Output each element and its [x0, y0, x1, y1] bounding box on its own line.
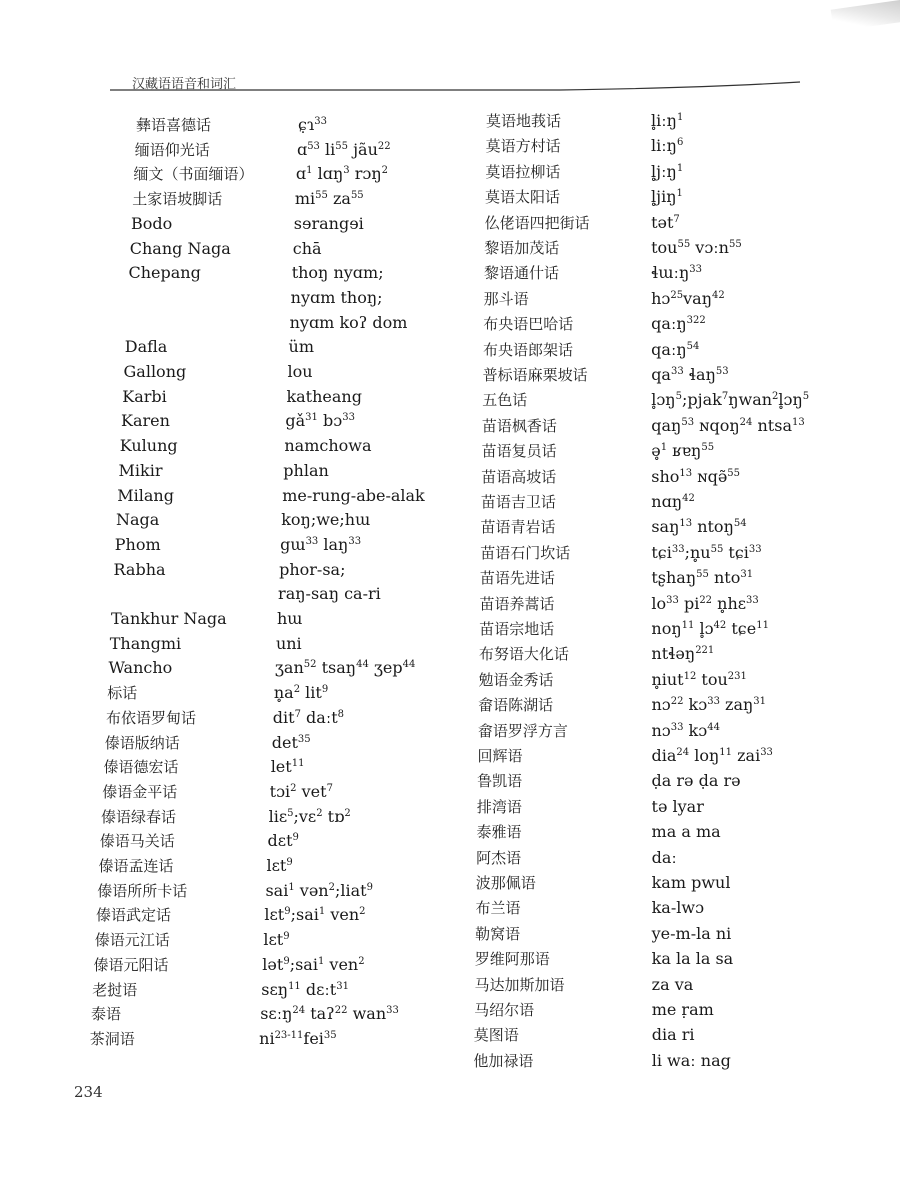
left-word-form: lət$^9$;sai$^1$ ven$^2$ [262, 954, 365, 974]
left-word-form: phlan [283, 460, 329, 480]
right-language-name: 苗语养蒿话 [479, 594, 555, 613]
left-language-name: 傣语版纳话 [104, 733, 180, 752]
left-language-name: 傣语武定话 [96, 906, 172, 925]
right-language-name: 黎语通什话 [483, 264, 559, 283]
left-word-form: sɘrangɘi [293, 213, 364, 233]
page-number: 234 [74, 1083, 103, 1101]
right-word-form: nɔ$^{33}$ kɔ$^{44}$ [651, 720, 720, 740]
right-word-form: li waː nag [651, 1050, 731, 1070]
right-language-name: 苗语青岩话 [480, 518, 556, 537]
left-language-name: Gallong [123, 362, 187, 381]
right-language-name: 莫图语 [473, 1026, 519, 1045]
left-language-name: 傣语元阳话 [93, 955, 169, 974]
running-head: 汉藏语语音和词汇 [132, 77, 237, 92]
right-language-name: 苗语枫香话 [481, 416, 557, 435]
left-word-form: uni [275, 633, 302, 653]
left-word-form: lɛt$^9$ [266, 856, 293, 875]
left-word-form: nyɑm koʔ dom [289, 312, 408, 332]
left-word-form: lɛt$^9$;sai$^1$ ven$^2$ [264, 905, 366, 925]
right-language-name: 仫佬语四把街话 [484, 213, 590, 232]
left-word-form: ɑ$^{53}$ $li^{55}$ jãu$^{22}$ [296, 139, 391, 159]
right-language-name: 苗语先进话 [479, 569, 555, 588]
right-word-form: tou$^{55}$ vɔːn$^{55}$ [651, 238, 742, 257]
left-word-form: ɑ$^1$ lɑŋ$^3$ rɔŋ$^2$ [295, 164, 389, 184]
right-language-name: 畲语陈湖话 [478, 696, 554, 715]
left-language-name: 老挝语 [92, 980, 138, 999]
left-language-name: Chang Naga [129, 238, 231, 258]
right-word-form: saŋ$^{13}$ ntoŋ$^{54}$ [651, 517, 747, 537]
left-language-name: 傣语绿春话 [101, 807, 177, 826]
left-word-form: liɛ$^5$;vɛ$^2$ tɒ$^2$ [268, 806, 351, 826]
left-word-form: katheang [286, 386, 362, 406]
left-word-form: me-rung-abe-alak [282, 485, 425, 505]
left-language-name: 傣语孟连话 [98, 857, 174, 875]
left-word-form: üm [288, 337, 315, 357]
left-language-name: 傣语所所卡话 [97, 881, 188, 900]
left-language-name: 泰语 [91, 1005, 122, 1024]
left-language-name: Phom [114, 534, 161, 554]
left-word-form: sai$^1$ vən$^2$;liat$^9$ [265, 880, 373, 900]
right-language-name: 他加禄语 [473, 1051, 534, 1070]
right-word-form: tət$^7$ [651, 212, 680, 232]
left-language-name: Milang [117, 485, 174, 505]
right-word-form: ka-lwɔ [651, 898, 705, 918]
left-word-form: sɛŋ$^{11}$ dɛːt$^{31}$ [261, 979, 349, 999]
left-language-name: Karen [121, 411, 170, 431]
right-word-form: dia ri [651, 1025, 695, 1045]
left-language-name: 茶洞语 [89, 1029, 135, 1048]
right-language-name: 泰雅语 [476, 823, 522, 842]
right-language-name: 五色话 [482, 391, 528, 410]
right-word-form: dia$^{24}$ loŋ$^{11}$ zai$^{33}$ [651, 746, 773, 765]
right-language-name: 回辉语 [477, 747, 523, 765]
right-language-name: 勉语金秀话 [478, 670, 554, 689]
right-language-name: 布兰语 [475, 899, 521, 918]
right-language-name: 畲语罗浮方言 [477, 721, 568, 740]
left-language-name: Tankhur Naga [111, 609, 227, 628]
right-language-name: 苗语石门坎话 [480, 543, 571, 562]
left-language-name: Mikir [118, 460, 163, 480]
left-word-form: lɛt$^9$ [263, 930, 290, 950]
right-word-form: ntɬəŋ$^{221}$ [651, 644, 715, 664]
right-word-form: kam pwul [651, 873, 731, 892]
right-word-form: ye-m-la ni [651, 923, 732, 943]
right-language-name: 苗语复员话 [481, 442, 557, 461]
right-language-name: 布努语大化话 [478, 645, 569, 664]
right-language-name: 马绍尔语 [474, 1001, 535, 1019]
right-language-name: 苗语吉卫话 [480, 493, 556, 511]
left-language-name: 傣语元江话 [94, 931, 170, 950]
left-language-name: Rabha [113, 559, 166, 579]
right-language-name: 莫语拉柳话 [485, 162, 561, 181]
left-word-form: $n̥a^2$ lit$^9$ [273, 683, 329, 703]
left-language-name: Kulung [119, 436, 178, 456]
right-language-name: 那斗语 [483, 289, 529, 308]
right-language-name: 阿杰语 [476, 848, 522, 867]
left-word-form: sɛːŋ$^{24}$ taʔ$^{22}$ wan$^{33}$ [260, 1004, 399, 1024]
left-language-name: 土家语坡脚话 [132, 190, 223, 209]
right-language-name: 苗语宗地话 [479, 620, 555, 638]
left-word-form: chā [292, 238, 322, 258]
left-language-name: Thangmi [109, 633, 182, 653]
left-word-form: phor-sa; [279, 559, 346, 579]
left-word-form: nyɑm thoŋ; [290, 287, 383, 307]
right-word-form: qaːŋ$^{322}$ [651, 314, 706, 334]
left-language-name: Naga [116, 510, 160, 530]
right-language-name: 黎语加茂话 [484, 239, 560, 257]
left-word-form: namchowa [284, 436, 372, 456]
right-word-form: ḍa rə ḍa rə [651, 771, 741, 791]
left-language-name: 标话 [107, 684, 138, 703]
right-language-name: 排湾语 [476, 797, 522, 816]
right-word-form: l̥iːŋ$^1$ [651, 111, 684, 130]
left-word-form: $gǎ^{31}$ bɔ$^{33}$ [285, 411, 355, 431]
right-word-form: tʂhaŋ$^{55}$ nto$^{31}$ [651, 568, 754, 588]
right-word-form: tə lyar [651, 796, 704, 816]
left-word-form: raŋ-saŋ ca-ri [278, 584, 381, 604]
right-language-name: 布央语郎架话 [482, 340, 573, 359]
left-word-form: thoŋ nyɑm; [291, 263, 384, 283]
right-language-name: 勒窝语 [475, 924, 521, 943]
left-word-form: gɯ$^{33}$ laŋ$^{33}$ [280, 534, 362, 554]
right-language-name: 波那佩语 [475, 874, 536, 892]
left-word-form: let$^{11}$ [270, 757, 305, 777]
right-language-name: 罗维阿那语 [474, 950, 550, 969]
right-language-name: 布央语巴哈话 [483, 315, 574, 334]
left-word-form: $\det^{35}$ [271, 732, 311, 752]
right-word-form: ə̥$^1$ ʁɐŋ$^{55}$ [651, 441, 715, 461]
right-language-name: 莫语太阳话 [484, 188, 560, 207]
left-language-name: Bodo [131, 213, 173, 233]
left-language-name: Dafla [124, 337, 168, 357]
left-word-form: ʒan$^{52}$ tsaŋ$^{44}$ ʒep$^{44}$ [274, 658, 416, 678]
left-word-form: hɯ [277, 609, 303, 628]
left-language-name: Wancho [108, 658, 173, 678]
left-language-name: 傣语金平话 [102, 782, 178, 801]
right-word-form: nɑŋ$^{42}$ [651, 492, 695, 511]
left-word-form: $ni^{23-11}fei^{35}$ [259, 1028, 337, 1048]
left-word-form: lou [287, 362, 313, 381]
right-word-form: hɔ$^{25}$vaŋ$^{42}$ [651, 288, 725, 308]
left-word-form: dɛt$^9$ [267, 831, 299, 851]
right-word-form: sho$^{13}$ ɴqə̃$^{55}$ [651, 466, 741, 486]
left-word-form: $mi^{55}$ $za^{55}$ [294, 189, 364, 209]
right-language-name: 莫语地莪话 [486, 112, 562, 130]
right-language-name: 莫语方村话 [485, 137, 561, 156]
right-language-name: 苗语高坡话 [481, 467, 557, 486]
left-word-form: tɔi$^2$ vet$^7$ [269, 781, 333, 801]
right-language-name: 鲁凯语 [477, 772, 523, 791]
right-word-form: n̥iut$^{12}$ tou$^{231}$ [651, 669, 747, 689]
right-word-form: l̥ɔŋ$^5$;pjak$^7$ŋwan$^2$l̥ɔŋ$^5$ [651, 390, 810, 410]
right-word-form: noŋ$^{11}$ l̥ɔ$^{42}$ tɕe$^{11}$ [651, 619, 769, 638]
left-language-name: 傣语德宏话 [103, 758, 179, 777]
right-word-form: l̥jːŋ$^1$ [651, 161, 684, 181]
left-language-name: Karbi [122, 386, 167, 406]
left-word-form: ɕ̣ɿ$^{33}$ [298, 115, 327, 134]
right-language-name: 马达加斯加语 [474, 975, 565, 994]
right-word-form: $lo^{33}$ $pi^{22}$ n̥hɛ$^{33}$ [651, 593, 759, 613]
right-word-form: qaŋ$^{53}$ ɴqoŋ$^{24}$ ntsa$^{13}$ [651, 415, 805, 435]
right-word-form: za va [651, 974, 694, 994]
right-word-form: ka la la sa [651, 949, 734, 969]
left-language-name: 彝语喜德话 [136, 116, 212, 134]
left-language-name: 傣语马关话 [99, 832, 175, 851]
left-language-name: Chepang [128, 263, 201, 283]
right-language-name: 普标语麻栗坡话 [482, 366, 588, 384]
right-word-form: daː [651, 847, 677, 867]
left-language-name: 布依语罗甸话 [106, 708, 197, 727]
left-language-name: 缅语仰光话 [134, 140, 210, 159]
right-word-form: me ṛam [651, 1000, 714, 1019]
left-word-form: koŋ;we;hɯ [281, 510, 371, 530]
left-word-form: dit$^7$ daːt$^8$ [272, 707, 345, 727]
right-word-form: liːŋ$^6$ [651, 136, 684, 156]
right-word-form: ɬɯːŋ$^{33}$ [651, 263, 702, 283]
right-word-form: nɔ$^{22}$ kɔ$^{33}$ zaŋ$^{31}$ [651, 695, 767, 715]
right-word-form: qaːŋ$^{54}$ [651, 339, 700, 359]
left-language-name: 缅文（书面缅语） [133, 165, 254, 184]
right-word-form: $tɕi^{33};n̥u^{55}$ tɕi$^{33}$ [651, 542, 762, 562]
right-word-form: $qa^{33}$ ɬaŋ$^{53}$ [651, 365, 729, 384]
right-word-form: l̥jiŋ$^1$ [651, 187, 683, 207]
right-word-form: ma a ma [651, 822, 721, 842]
